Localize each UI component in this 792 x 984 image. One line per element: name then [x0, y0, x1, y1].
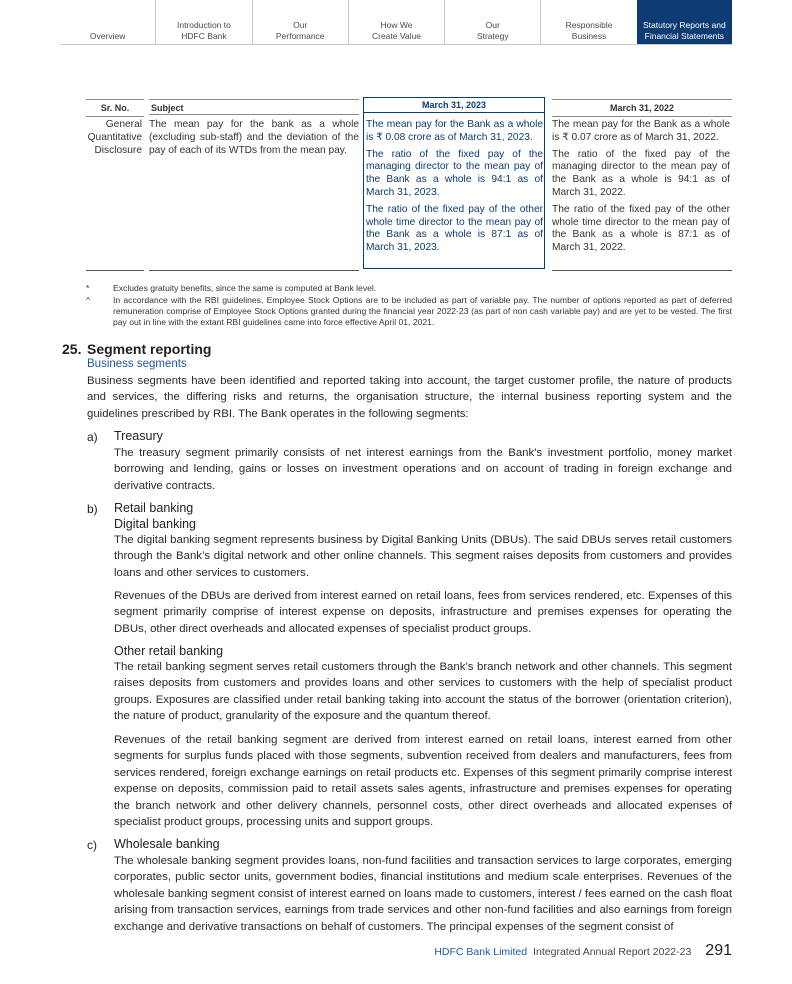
item-heading-wholesale-banking: Wholesale banking [114, 837, 220, 851]
digital-banking-text: The digital banking segment represents business by Digital Banking Units (DBUs). The said DBUs serves retail customers through the Bank’s digital network and other online channels. This segment raises deposits from customers and provides loans and other services to customers. [114, 534, 732, 579]
section-number: 25. [62, 341, 82, 357]
wholesale-banking-text: The wholesale banking segment provides loans, non-fund facilities and transaction services to large corporates, emerging corporates, public sector units, government bodies, financial institutions and medium scale enterprises. Revenues of the wholesale banking segment consist of interest earned on loans made to customers, interest / fees earned on the cash float arising from transaction services, earnings from trade services and other non-fund facilities and also earnings from foreign exchange and derivative transactions on behalf of customers. The principal expenses of the segment consist of [114, 855, 732, 933]
header-march-2022: March 31, 2022 [552, 99, 732, 117]
table-bottom-rule [149, 270, 359, 271]
item-heading-retail-banking: Retail banking [114, 501, 194, 515]
footnote [86, 283, 732, 294]
footnote-text: In accordance with the RBI guidelines, Employee Stock Options are to be included as part of variable pay. The number of options reported as part of deferred remuneration comprise of Employee Stock Options granted during the financial year 2022-23 (as part of non cash variable pay) and are yet to be vested. The first pay out in line with the extant RBI guidelines came into force effective April 01, 2021. [113, 295, 732, 328]
item-marker: b) [87, 502, 98, 516]
footnote [86, 295, 732, 329]
page-number: 291 [705, 942, 732, 959]
digital-banking-revenues: Revenues of the DBUs are derived from interest earned on retail loans, fees from services rendered, etc. Expenses of this segment primarily comprise of interest expense on deposits, infrastructure and premises expenses for operating the DBUs, other direct overheads and allocated expenses of specialist product groups. [114, 590, 732, 635]
tab-our-performance[interactable]: Our Performance [252, 0, 348, 44]
footnote-mark: * [86, 283, 90, 293]
header-sr-no: Sr. No. [86, 99, 144, 117]
value-2023-wtd-ratio: The ratio of the fixed pay of the other whole time director to the mean pay of the Bank as a whole is 87:1 as of March 31, 2023. [366, 203, 543, 254]
section-subtitle: Business segments [87, 358, 187, 370]
header-march-2023: March 31, 2023 [363, 97, 545, 113]
footnote-mark: ^ [86, 295, 91, 305]
page-footer [434, 942, 732, 960]
subheading-other-retail-banking: Other retail banking [114, 644, 224, 658]
footnote-text: Excludes gratuity benefits, since the same is computed at Bank level. [113, 283, 377, 293]
section-intro: Business segments have been identified and reported taking into account, the target customer profile, the nature of products and services, the differing risks and returns, the organisation structure, the internal business reporting system and the guidelines prescribed by RBI. The Bank operates in the following segments: [87, 375, 732, 420]
subject-text: The mean pay for the bank as a whole (excluding sub-staff) and the deviation of the pay of each of its WTDs from the mean pay. [149, 119, 359, 156]
footer-brand: HDFC Bank Limited [434, 946, 528, 958]
value-2022-wtd-ratio: The ratio of the fixed pay of the other whole time director to the mean pay of the Bank as a whole is 87:1 as of March 31, 2022. [552, 203, 730, 254]
cell-march-2022 [552, 119, 730, 259]
tab-overview[interactable]: Overview [89, 30, 126, 41]
tab-our-strategy[interactable]: Our Strategy [444, 0, 540, 44]
cell-subject [149, 119, 359, 161]
other-retail-text: The retail banking segment serves retail customers through the Bank’s branch network and other channels. This segment raises deposits from customers and provides loans and other services to customers with the help of specialist product groups. Exposures are classified under retail banking taking into account the status of the borrower (orientation criterion), the nature of product, granularity of the exposure and the quantum thereof. [114, 661, 732, 723]
value-2023-mean-pay: The mean pay for the Bank as a whole is ₹ 0.08 crore as of March 31, 2023. [366, 119, 543, 143]
footer-report-title: Integrated Annual Report 2022-23 [533, 946, 692, 958]
item-heading-treasury: Treasury [114, 429, 163, 443]
tab-introduction[interactable]: Introduction to HDFC Bank [155, 0, 251, 44]
table-bottom-rule [86, 270, 144, 271]
table-bottom-rule [552, 270, 732, 271]
other-retail-revenues: Revenues of the retail banking segment are derived from interest earned on retail loans, interest earned from other segments for surplus funds placed with those segments, subvention received from dealers and manufacturers, fees from services rendered, foreign exchange earnings on retail products etc. Expenses of this segment primarily comprise interest expense on deposits, commission paid to retail assets sales agents, infrastructure and premises expenses for operating the branch network and other delivery channels, personnel costs, other direct overheads and allocated expenses of specialist product groups, processing units and support groups. [114, 734, 732, 829]
value-2022-md-ratio: The ratio of the fixed pay of the managing director to the mean pay of the Bank as a whole is 94:1 as of March 31, 2022. [552, 148, 730, 198]
tab-responsible-business[interactable]: Responsible Business [540, 0, 636, 44]
cell-march-2023 [366, 119, 543, 259]
value-2023-md-ratio: The ratio of the fixed pay of the managing director to the mean pay of the Bank as a whole is 94:1 as of March 31, 2023. [366, 148, 543, 198]
header-subject: Subject [149, 99, 359, 115]
value-2022-mean-pay: The mean pay for the Bank as a whole is ₹ 0.07 crore as of March 31, 2022. [552, 119, 730, 143]
subheading-digital-banking: Digital banking [114, 517, 196, 531]
item-marker: c) [87, 838, 97, 852]
section-title: Segment reporting [87, 341, 212, 357]
item-marker: a) [87, 430, 98, 444]
tab-statutory-reports[interactable]: Statutory Reports and Financial Statements [637, 0, 732, 44]
cell-sr-no: General Quantitative Disclosure [87, 119, 142, 156]
treasury-text: The treasury segment primarily consists of net interest earnings from the Bank’s investment portfolio, money market borrowing and lending, gains or losses on investment operations and on account of trading in foreign exchange and derivative contracts. [114, 447, 732, 492]
tab-how-we-create-value[interactable]: How We Create Value [348, 0, 444, 44]
section-nav [60, 0, 732, 45]
